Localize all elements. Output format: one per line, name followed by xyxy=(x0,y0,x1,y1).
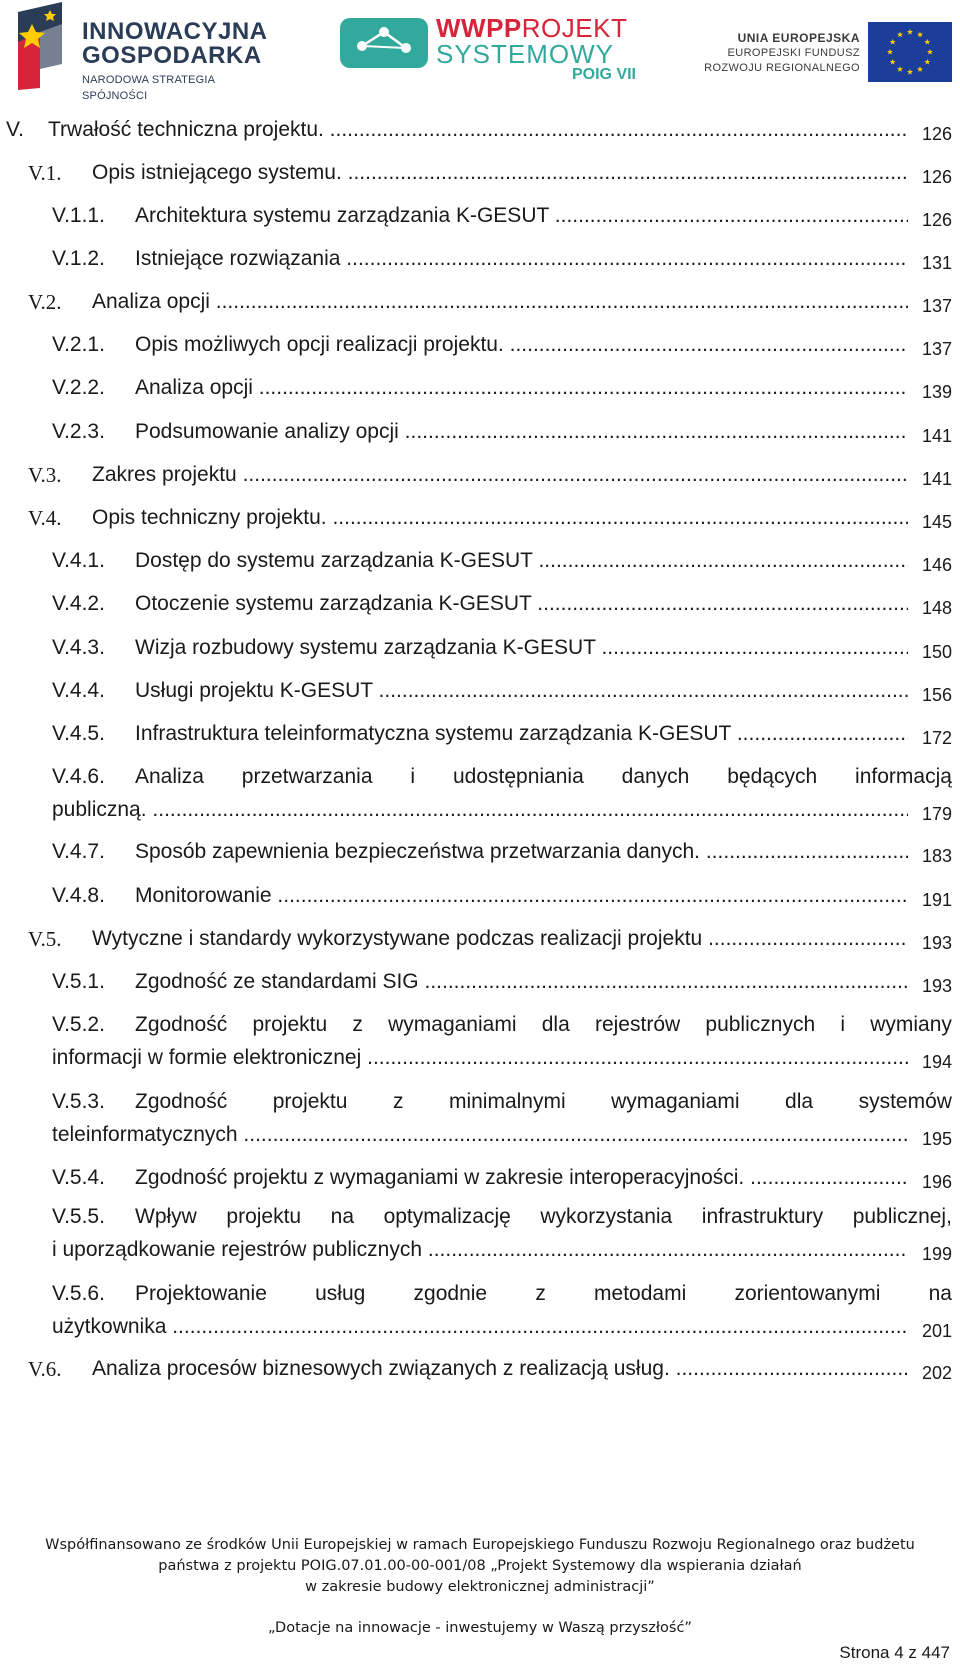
toc-entry[interactable] xyxy=(0,1357,960,1389)
toc-entry-number: V.4.2. xyxy=(52,592,105,615)
toc-entry-page: 202 xyxy=(920,1357,952,1389)
toc-entry-page: 137 xyxy=(920,290,952,322)
toc-entry[interactable] xyxy=(0,549,960,581)
toc-entry-title: Opis techniczny projektu. ..... xyxy=(92,506,908,530)
toc-entry-number: V.5.3. xyxy=(52,1090,105,1113)
toc-entry-page: 126 xyxy=(920,204,952,236)
toc-entry-number: V.2.3. xyxy=(52,420,105,443)
toc-entry-page: 148 xyxy=(920,592,952,624)
toc-entry-title: Opis możliwych opcji realizacji projektu. ..... xyxy=(135,333,908,357)
wwp-rojekt: ROJEKT xyxy=(521,13,628,43)
toc-entry[interactable] xyxy=(0,884,960,916)
toc-entry-title xyxy=(135,765,952,789)
toc-title-word: na xyxy=(330,1205,355,1228)
toc-entry-number: V.4.6. xyxy=(52,765,105,788)
footer-line-3: w zakresie budowy elektronicznej administracji” xyxy=(305,1579,655,1595)
toc-entry-title: Podsumowanie analizy opcji ..... xyxy=(135,420,908,444)
toc-title-word: Zgodność xyxy=(135,1090,228,1113)
eu-fund-logo xyxy=(690,20,952,84)
page-header xyxy=(0,0,960,100)
toc-entry-title: Analiza opcji ..... xyxy=(92,290,908,314)
toc-title-word: z xyxy=(392,1090,404,1113)
toc-entry[interactable] xyxy=(0,1282,960,1341)
wwp-projekt-systemowy-logo xyxy=(340,14,650,84)
toc-entry-number: V.4.7. xyxy=(52,840,105,863)
toc-entry-page: 201 xyxy=(920,1315,952,1347)
toc-entry[interactable] xyxy=(0,204,960,236)
toc-entry-title: Infrastruktura teleinformatyczna systemu zarządzania K-GESUT ..... xyxy=(135,722,908,746)
toc-entry[interactable] xyxy=(0,1205,960,1264)
toc-entry-page: 172 xyxy=(920,722,952,754)
toc-entry[interactable] xyxy=(0,679,960,711)
toc-entry-number: V.6. xyxy=(28,1357,62,1381)
toc-title-word: projektu xyxy=(226,1205,302,1228)
toc-entry-page: 131 xyxy=(920,247,952,279)
toc-entry[interactable] xyxy=(0,970,960,1002)
toc-title-word: zgodnie xyxy=(413,1282,488,1305)
funding-footer xyxy=(0,1535,960,1598)
toc-entry[interactable] xyxy=(0,927,960,959)
toc-entry-title: Zakres projektu ..... xyxy=(92,463,908,487)
toc-entry-number: V.5. xyxy=(28,927,62,951)
toc-entry-title: Zgodność ze standardami SIG ..... xyxy=(135,970,908,994)
toc-title-word: danych xyxy=(621,765,690,788)
toc-title-word: systemów xyxy=(858,1090,952,1113)
toc-entry-number: V.2.2. xyxy=(52,376,105,399)
toc-entry-title: Architektura systemu zarządzania K-GESUT ..... xyxy=(135,204,908,228)
toc-entry-title: Analiza procesów biznesowych związanych z realizacją usług. ..... xyxy=(92,1357,908,1381)
toc-title-word: udostępniania xyxy=(452,765,584,788)
toc-title-word: Wpływ xyxy=(135,1205,197,1228)
toc-entry[interactable] xyxy=(0,118,960,150)
toc-entry-page: 126 xyxy=(920,161,952,193)
toc-entry-number: V.2.1. xyxy=(52,333,105,356)
toc-title-word: wymiany xyxy=(870,1013,952,1036)
toc-title-word: Analiza xyxy=(135,765,204,788)
wwp-letters: WWP xyxy=(436,13,504,43)
toc-title-word: metodami xyxy=(594,1282,687,1305)
toc-title-word: projektu xyxy=(272,1090,348,1113)
toc-entry-number: V.4.4. xyxy=(52,679,105,702)
wwp-poig: POIG VII xyxy=(571,66,636,83)
footer-line-1: Współfinansowano ze środków Unii Europejskiej w ramach Europejskiego Funduszu Rozwoju Regionalnego oraz budżetu xyxy=(45,1537,915,1553)
toc-entry[interactable] xyxy=(0,592,960,624)
toc-entry-title: Istniejące rozwiązania ..... xyxy=(135,247,908,271)
toc-entry-number: V.1.1. xyxy=(52,204,105,227)
toc-title-word: rejestrów xyxy=(594,1013,681,1036)
toc-entry[interactable] xyxy=(0,1013,960,1072)
toc-entry-number: V.4. xyxy=(28,506,62,530)
toc-entry-title xyxy=(135,1090,952,1114)
toc-title-word: optymalizację xyxy=(383,1205,511,1228)
toc-title-word: informacją xyxy=(855,765,952,788)
toc-entry-page: 191 xyxy=(920,884,952,916)
toc-entry-title: Usługi projektu K-GESUT ..... xyxy=(135,679,908,703)
toc-entry-number: V.5.4. xyxy=(52,1166,105,1189)
toc-entry-page: 137 xyxy=(920,333,952,365)
toc-entry-title: Sposób zapewnienia bezpieczeństwa przetwarzania danych. ..... xyxy=(135,840,908,864)
toc-entry-number: V.1.2. xyxy=(52,247,105,270)
eu-line2: EUROPEJSKI FUNDUSZ xyxy=(727,47,860,59)
toc-entry-page: 179 xyxy=(920,798,952,830)
toc-entry-number: V.5.1. xyxy=(52,970,105,993)
toc-title-word: z xyxy=(535,1282,546,1305)
toc-entry[interactable] xyxy=(0,722,960,754)
toc-entry-page: 141 xyxy=(920,463,952,495)
toc-entry-title: Monitorowanie ..... xyxy=(135,884,908,908)
toc-entry-title-continuation: publiczną. ..... xyxy=(52,798,908,822)
eu-wordmark xyxy=(690,30,860,76)
toc-entry[interactable] xyxy=(0,636,960,668)
toc-entry-number: V.5.2. xyxy=(52,1013,105,1036)
toc-title-word: zorientowanymi xyxy=(734,1282,881,1305)
toc-entry-number: V.4.5. xyxy=(52,722,105,745)
toc-entry-title: Otoczenie systemu zarządzania K-GESUT ..... xyxy=(135,592,908,616)
toc-entry[interactable] xyxy=(0,1166,960,1198)
footer-line-2: państwa z projektu POIG.07.01.00-00-001/08 „Projekt Systemowy dla wspierania działań xyxy=(158,1558,802,1574)
toc-title-word: infrastruktury xyxy=(701,1205,824,1228)
toc-entry-number: V.4.1. xyxy=(52,549,105,572)
toc-entry-number: V.4.8. xyxy=(52,884,105,907)
toc-entry[interactable] xyxy=(0,765,960,824)
toc-entry-page: 141 xyxy=(920,420,952,452)
toc-title-word: usług xyxy=(315,1282,366,1305)
toc-entry-page: 199 xyxy=(920,1238,952,1270)
toc-entry-page: 146 xyxy=(920,549,952,581)
toc-entry-title-continuation: i uporządkowanie rejestrów publicznych ..... xyxy=(52,1238,908,1262)
ig-flag-icon xyxy=(10,2,70,90)
toc-title-word: Zgodność xyxy=(135,1013,228,1036)
toc-title-word: wykorzystania xyxy=(540,1205,673,1228)
toc-entry-title xyxy=(135,1013,952,1037)
toc-entry-page: 183 xyxy=(920,840,952,872)
toc-entry-page: 195 xyxy=(920,1123,952,1155)
toc-entry-page: 194 xyxy=(920,1046,952,1078)
toc-title-word: publicznej, xyxy=(852,1205,952,1228)
toc-entry-title: Wytyczne i standardy wykorzystywane podczas realizacji projektu ..... xyxy=(92,927,908,951)
wwp-wordmark: WWPPROJEKT SYSTEMOWY POIG VII xyxy=(436,13,636,83)
toc-title-word: publicznych xyxy=(705,1013,816,1036)
toc-entry-title: Zgodność projektu z wymaganiami w zakresie interoperacyjności. ..... xyxy=(135,1166,908,1190)
toc-entry[interactable] xyxy=(0,506,960,538)
page-counter: Strona 4 z 447 xyxy=(839,1643,950,1662)
toc-title-word: będących xyxy=(727,765,818,788)
toc-entry-number: V.4.3. xyxy=(52,636,105,659)
toc-entry[interactable] xyxy=(0,290,960,322)
toc-entry-title: Trwałość techniczna projektu. ..... xyxy=(48,118,908,142)
wwp-systemowy: SYSTEMOWY xyxy=(436,39,615,69)
toc-entry[interactable] xyxy=(0,161,960,193)
toc-title-word: przetwarzania xyxy=(241,765,373,788)
toc-title-word: minimalnymi xyxy=(448,1090,566,1113)
toc-entry[interactable] xyxy=(0,247,960,279)
eu-line3: ROZWOJU REGIONALNEGO xyxy=(704,62,860,74)
toc-entry-number: V.2. xyxy=(28,290,62,314)
toc-title-word: i xyxy=(840,1013,846,1036)
toc-entry-page: 156 xyxy=(920,679,952,711)
toc-entry-number: V.5.6. xyxy=(52,1282,105,1305)
footer-slogan: „Dotacje na innowacje - inwestujemy w Waszą przyszłość” xyxy=(268,1620,692,1636)
toc-entry-title-continuation: informacji w formie elektronicznej ..... xyxy=(52,1046,908,1070)
innowacyjna-gospodarka-logo xyxy=(10,2,280,102)
ig-wordmark xyxy=(82,20,280,104)
toc-entry[interactable] xyxy=(0,376,960,408)
toc-title-word: i xyxy=(410,765,416,788)
ig-subtitle: NARODOWA STRATEGIA SPÓJNOŚCI xyxy=(82,74,215,102)
eu-flag-icon xyxy=(868,22,952,82)
toc-entry-page: 150 xyxy=(920,636,952,668)
toc-entry-page: 126 xyxy=(920,118,952,150)
toc-entry[interactable] xyxy=(0,463,960,495)
toc-entry[interactable] xyxy=(0,420,960,452)
eu-line1: UNIA EUROPEJSKA xyxy=(737,31,860,45)
toc-title-word: wymaganiami xyxy=(388,1013,517,1036)
toc-title-word: na xyxy=(928,1282,952,1305)
toc-entry-number: V.1. xyxy=(28,161,62,185)
toc-entry-title: Opis istniejącego systemu. ..... xyxy=(92,161,908,185)
wwp-network-icon xyxy=(340,18,428,68)
toc-entry-title: Analiza opcji ..... xyxy=(135,376,908,400)
toc-entry-title-continuation: użytkownika ..... xyxy=(52,1315,908,1339)
toc-title-word: projektu xyxy=(252,1013,328,1036)
toc-entry[interactable] xyxy=(0,1090,960,1149)
toc-entry-page: 193 xyxy=(920,927,952,959)
toc-entry-page: 196 xyxy=(920,1166,952,1198)
toc-entry-page: 145 xyxy=(920,506,952,538)
toc-entry-title: Dostęp do systemu zarządzania K-GESUT ..... xyxy=(135,549,908,573)
toc-title-word: dla xyxy=(541,1013,570,1036)
toc-entry-title: Wizja rozbudowy systemu zarządzania K-GESUT ..... xyxy=(135,636,908,660)
toc-entry-number: V.3. xyxy=(28,463,62,487)
ig-line1: INNOWACYJNA xyxy=(82,18,268,45)
toc-entry[interactable] xyxy=(0,840,960,872)
toc-entry-page: 193 xyxy=(920,970,952,1002)
toc-title-word: wymaganiami xyxy=(611,1090,740,1113)
toc-title-word: z xyxy=(352,1013,363,1036)
toc-entry-page: 139 xyxy=(920,376,952,408)
toc-title-word: dla xyxy=(785,1090,814,1113)
toc-entry-title xyxy=(135,1205,952,1229)
toc-entry[interactable] xyxy=(0,333,960,365)
toc-entry-title-continuation: teleinformatycznych ..... xyxy=(52,1123,908,1147)
toc-entry-number: V. xyxy=(6,118,24,141)
toc-title-word: Projektowanie xyxy=(135,1282,267,1305)
ig-line2: GOSPODARKA xyxy=(82,42,262,69)
toc-entry-title xyxy=(135,1282,952,1306)
toc-entry-number: V.5.5. xyxy=(52,1205,105,1228)
